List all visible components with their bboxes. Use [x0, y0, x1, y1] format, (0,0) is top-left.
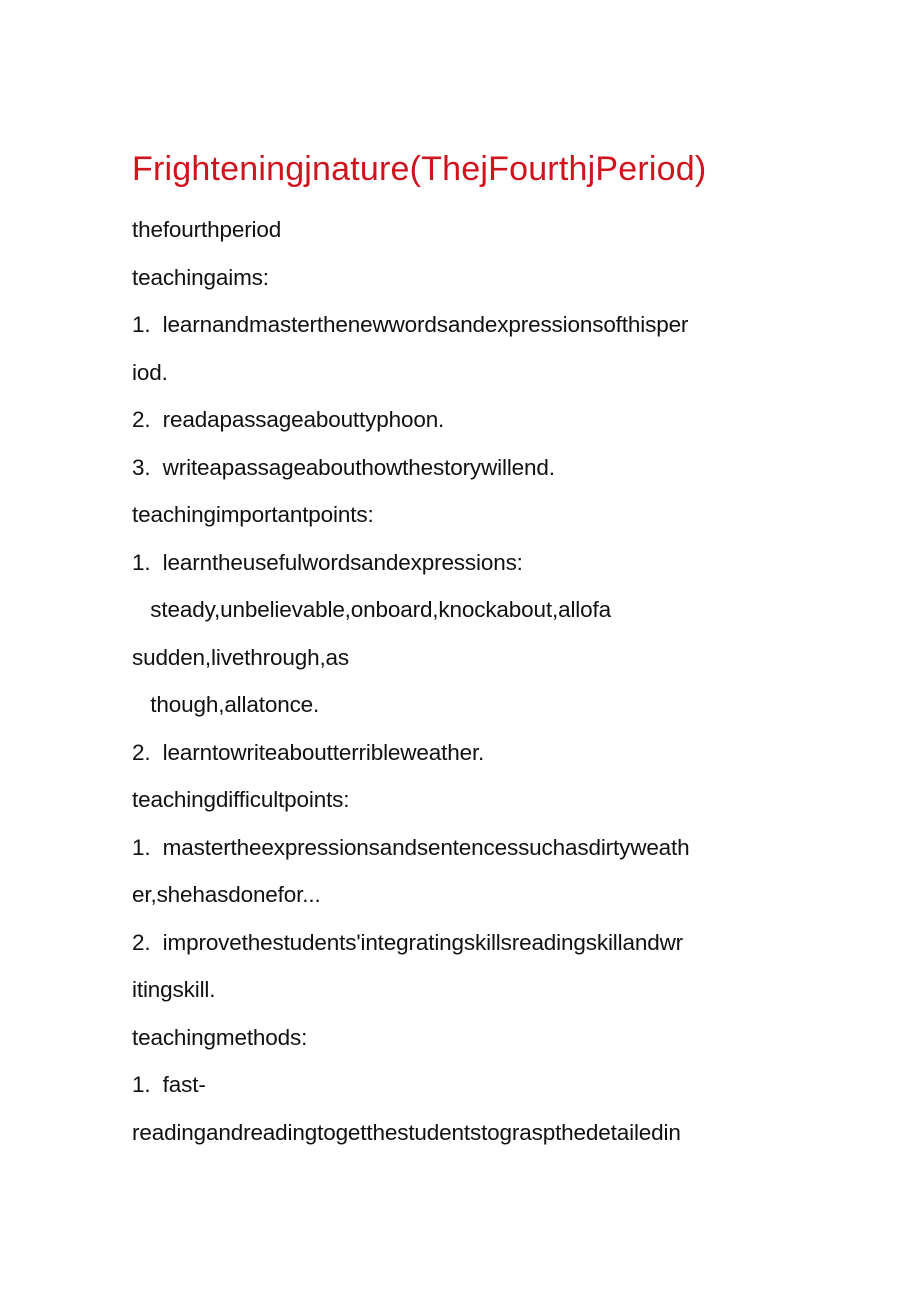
text-line: steady,unbelievable,onboard,knockabout,allofa: [132, 597, 611, 622]
text-line: 1. fast-: [132, 1072, 206, 1097]
document-body: [132, 142, 792, 1156]
text-line: iod.: [132, 359, 168, 385]
text-line: sudden,livethrough,as: [132, 644, 350, 670]
text-line: though,allatonce.: [132, 692, 320, 717]
text-line: 3. writeapassageabouthowthestorywillend.: [132, 454, 555, 480]
text-line: 2. learntowriteaboutterribleweather.: [132, 739, 485, 765]
text-line: readingandreadingtogetthestudentstograspthedetailedin: [132, 1119, 681, 1145]
text-line: teachingdifficultpoints:: [132, 787, 350, 812]
text-line: itingskill.: [132, 977, 216, 1002]
text-line: 1. learnandmasterthenewwordsandexpressionsofthisper: [132, 312, 689, 337]
text-line: teachingimportantpoints:: [132, 502, 374, 527]
text-line: teachingmethods:: [132, 1024, 308, 1050]
text-line: teachingaims:: [132, 264, 269, 290]
text-line: 1. learntheusefulwordsandexpressions:: [132, 549, 523, 575]
text-line: 1. mastertheexpressionsandsentencessuchasdirtyweath: [132, 834, 690, 860]
text-line: 2. readapassageabouttyphoon.: [132, 407, 445, 432]
document-title: Frighteningjnature(ThejFourthjPeriod): [132, 150, 707, 188]
text-line: 2. improvethestudents'integratingskillsreadingskillandwr: [132, 929, 684, 955]
text-line: er,shehasdonefor...: [132, 882, 321, 907]
text-line: thefourthperiod: [132, 217, 282, 242]
